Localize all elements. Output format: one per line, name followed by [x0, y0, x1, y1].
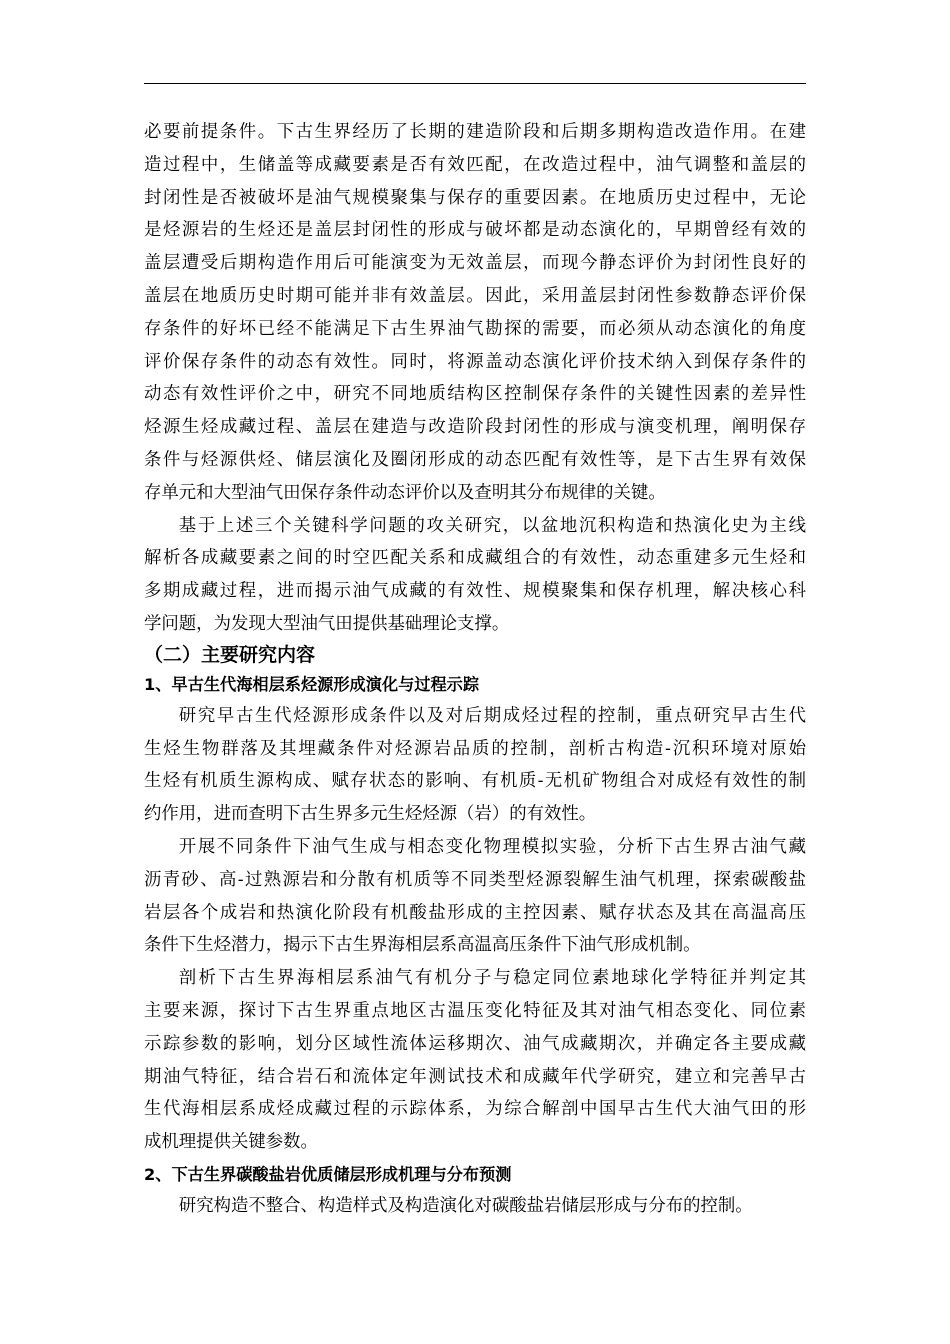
subsection-heading-1: 1、早古生代海相层系烃源形成演化与过程示踪 [144, 674, 480, 694]
text-line: 生代海相层系成烃成藏过程的示踪体系，为综合解剖中国早古生代大油气田的形 [144, 1099, 806, 1120]
text-line: 开展不同条件下油气生成与相态变化物理模拟实验，分析下古生界古油气藏 [178, 836, 806, 857]
text-line: 期油气特征，结合岩石和流体定年测试技术和成藏年代学研究，建立和完善早古 [144, 1066, 806, 1087]
text-line: 解析各成藏要素之间的时空匹配关系和成藏组合的有效性，动态重建多元生烃和 [144, 548, 806, 569]
text-line: 条件与烃源供烃、储层演化及圈闭形成的动态匹配有效性等，是下古生界有效保 [144, 449, 806, 470]
text-line: 存条件的好坏已经不能满足下古生界油气勘探的需要，而必须从动态演化的角度 [144, 318, 806, 339]
text-line: 造过程中，生储盖等成藏要素是否有效匹配，在改造过程中，油气调整和盖层的 [144, 154, 806, 175]
text-line: 沥青砂、高-过熟源岩和分散有机质等不同类型烃源裂解生油气机理，探索碳酸盐 [144, 869, 806, 890]
text-line: 动态有效性评价之中，研究不同地质结构区控制保存条件的关键性因素的差异性 [144, 384, 806, 405]
text-line: 研究构造不整合、构造样式及构造演化对碳酸盐岩储层形成与分布的控制。 [178, 1195, 753, 1216]
text-line: 评价保存条件的动态有效性。同时，将源盖动态演化评价技术纳入到保存条件的 [144, 351, 806, 372]
text-line: 存单元和大型油气田保存条件动态评价以及查明其分布规律的关键。 [144, 482, 666, 503]
page-body [144, 116, 806, 1223]
text-line: 封闭性是否被破坏是油气规模聚集与保存的重要因素。在地质历史过程中，无论 [144, 187, 806, 208]
text-line: 学问题，为发现大型油气田提供基础理论支撑。 [144, 613, 510, 634]
header-rule [144, 83, 806, 84]
text-line: 是烃源岩的生烃还是盖层封闭性的形成与破坏都是动态演化的，早期曾经有效的 [144, 220, 806, 241]
paragraph-reservoir-control [144, 1190, 806, 1223]
text-line: 成机理提供关键参数。 [144, 1132, 318, 1153]
text-line: 多期成藏过程，进而揭示油气成藏的有效性、规模聚集和保存机理，解决核心科 [144, 581, 806, 602]
text-line: 必要前提条件。下古生界经历了长期的建造阶段和后期多期构造改造作用。在建 [144, 122, 806, 142]
paragraph-tracer-system [144, 962, 806, 1159]
text-line: 基于上述三个关键科学问题的攻关研究，以盆地沉积构造和热演化史为主线 [178, 515, 806, 536]
text-line: 主要来源，探讨下古生界重点地区古温压变化特征及其对油气相态变化、同位素 [144, 1000, 806, 1021]
paragraph-preservation-conditions [144, 116, 806, 510]
text-line: 研究早古生代烃源形成条件以及对后期成烃过程的控制，重点研究早古生代 [178, 705, 806, 726]
paragraph-key-problems [144, 510, 806, 641]
text-line: 生烃有机质生源构成、赋存状态的影响、有机质-无机矿物组合对成烃有效性的制 [144, 771, 806, 792]
text-line: 岩层各个成岩和热演化阶段有机酸盐形成的主控因素、赋存状态及其在高温高压 [144, 902, 806, 923]
paragraph-source-formation [144, 700, 806, 831]
text-line: 示踪参数的影响，划分区域性流体运移期次、油气成藏期次，并确定各主要成藏 [144, 1033, 806, 1054]
subsection-heading-2: 2、下古生界碳酸盐岩优质储层形成机理与分布预测 [144, 1164, 512, 1184]
text-line: 条件下生烃潜力，揭示下古生界海相层系高温高压条件下油气形成机制。 [144, 935, 701, 956]
text-line: 盖层遭受后期构造作用后可能演变为无效盖层，而现今静态评价为封闭性良好的 [144, 253, 806, 274]
paragraph-simulation-experiments [144, 831, 806, 962]
text-line: 约作用，进而查明下古生界多元生烃烃源（岩）的有效性。 [144, 804, 597, 825]
section-heading: （二）主要研究内容 [144, 643, 316, 666]
text-line: 盖层在地质历史时期可能并非有效盖层。因此，采用盖层封闭性参数静态评价保 [144, 285, 806, 306]
text-line: 生烃生物群落及其埋藏条件对烃源岩品质的控制，剖析古构造-沉积环境对原始 [144, 738, 806, 759]
text-line: 烃源生烃成藏过程、盖层在建造与改造阶段封闭性的形成与演变机理，阐明保存 [144, 417, 806, 438]
text-line: 剖析下古生界海相层系油气有机分子与稳定同位素地球化学特征并判定其 [178, 968, 806, 989]
